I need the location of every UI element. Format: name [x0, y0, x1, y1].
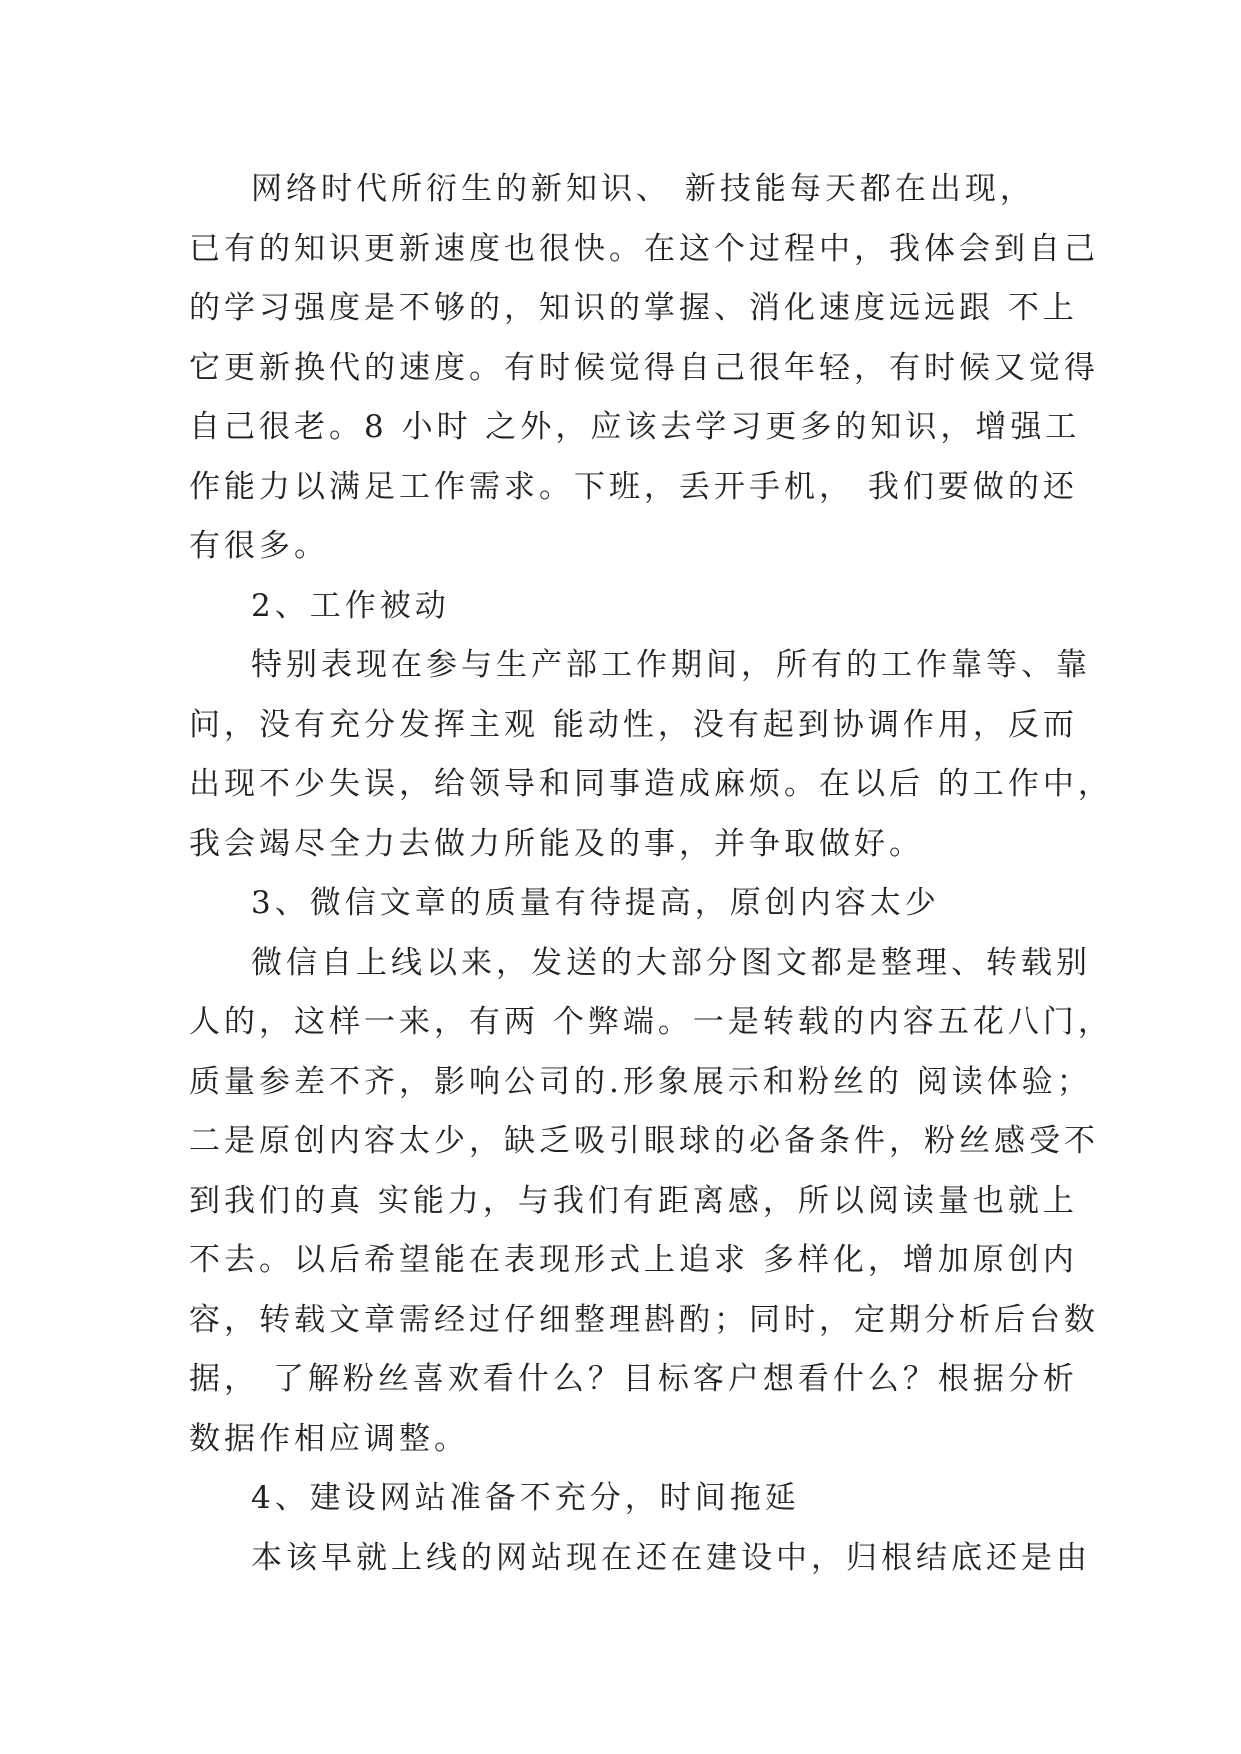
text-line: 人的，这样一来，有两 个弊端。一是转载的内容五花八门， — [189, 1004, 1113, 1040]
heading-wechat-quality — [189, 874, 1059, 934]
text-line: 到我们的真 实能力，与我们有距离感，所以阅读量也就上 — [189, 1182, 1078, 1219]
heading-passive-work — [189, 577, 1059, 637]
text-line: 数据作相应调整。 — [189, 1420, 469, 1457]
text-line: 问，没有充分发挥主观 能动性，没有起到协调作用，反而 — [189, 706, 1078, 743]
text-line: 我会竭尽全力去做力所能及的事，并争取做好。 — [189, 825, 924, 862]
text-line: 出现不少失误，给领导和同事造成麻烦。在以后 的工作中， — [189, 766, 1113, 802]
text-line: 容，转载文章需经过仔细整理斟酌；同时，定期分析后台数 — [189, 1301, 1099, 1338]
text-line: 微信自上线以来，发送的大部分图文都是整理、转载别 — [251, 944, 1091, 981]
text-line: 特别表现在参与生产部工作期间，所有的工作靠等、靠 — [251, 647, 1091, 683]
text-line: 自己很老。8 小时 之外，应该去学习更多的知识，增强工 — [189, 409, 1081, 445]
text-line: 已有的知识更新速度也很快。在这个过程中，我体会到自己 — [189, 230, 1099, 267]
text-line: 网络时代所衍生的新知识、 新技能每天都在出现， — [251, 171, 1035, 207]
heading-website-delay — [189, 1469, 1059, 1529]
paragraph-knowledge-update — [189, 160, 1099, 577]
text-line: 据， 了解粉丝喜欢看什么？目标客户想看什么？根据分析 — [189, 1361, 1078, 1397]
text-line: 质量参差不齐，影响公司的.形象展示和粉丝的 阅读体验； — [189, 1063, 1092, 1100]
text-line: 二是原创内容太少，缺乏吸引眼球的必备条件，粉丝感受不 — [189, 1123, 1099, 1159]
section-heading: 2、工作被动 — [251, 587, 450, 624]
document-body — [189, 160, 1113, 1588]
text-line: 的学习强度是不够的，知识的掌握、消化速度远远跟 不上 — [189, 290, 1078, 326]
text-line: 本该早就上线的网站现在还在建设中，归根结底还是由 — [251, 1539, 1091, 1576]
text-line: 它更新换代的速度。有时候觉得自己很年轻，有时候又觉得 — [189, 349, 1099, 386]
paragraph-website-delay — [189, 1529, 1091, 1589]
section-heading: 3、微信文章的质量有待提高，原创内容太少 — [251, 885, 940, 921]
text-line: 作能力以满足工作需求。下班，丢开手机， 我们要做的还 — [189, 468, 1078, 505]
paragraph-passive-work — [189, 636, 1113, 874]
section-heading: 4、建设网站准备不充分，时间拖延 — [251, 1480, 800, 1516]
paragraph-wechat-quality — [189, 934, 1113, 1470]
text-line: 有很多。 — [189, 528, 329, 564]
text-line: 不去。以后希望能在表现形式上追求 多样化，增加原创内 — [189, 1242, 1078, 1278]
